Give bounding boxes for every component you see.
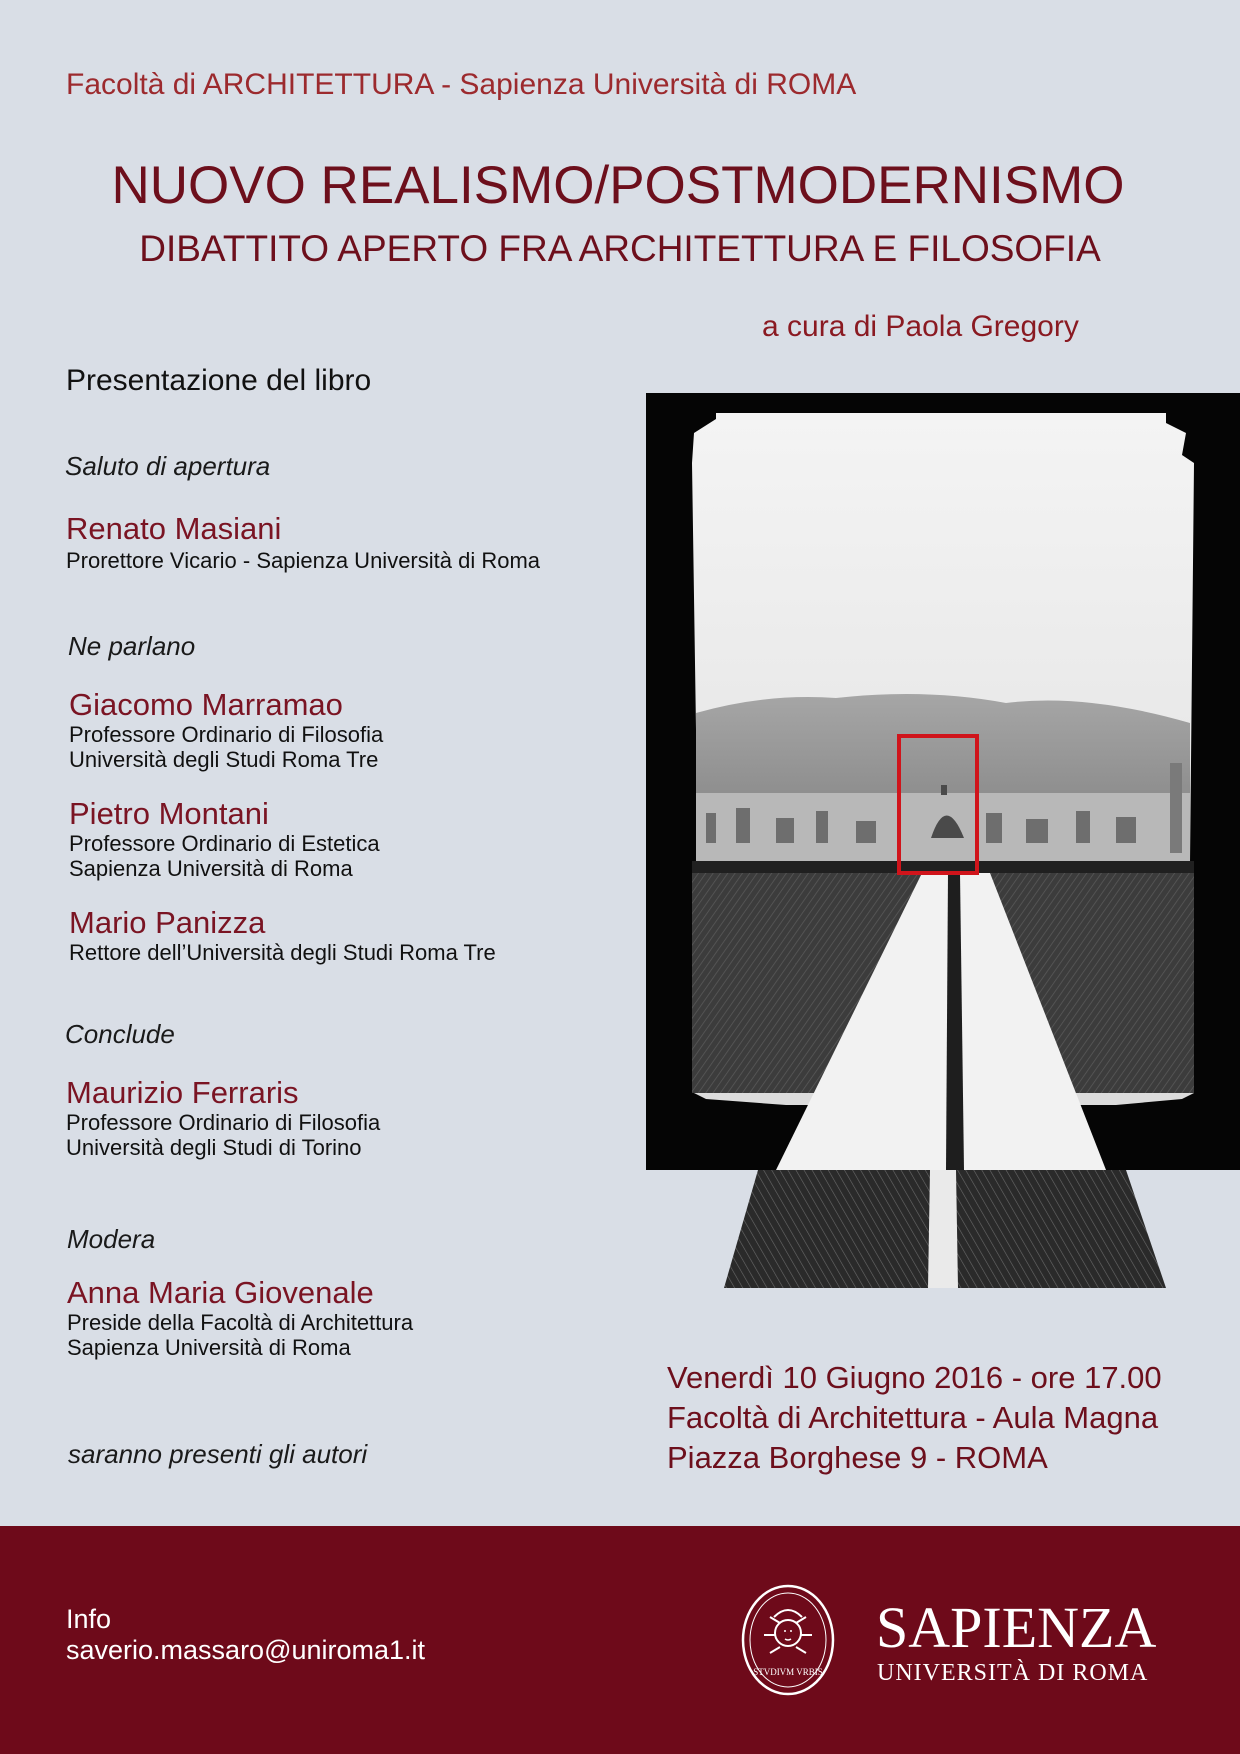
- speaker-affiliation-marramao: [69, 722, 383, 772]
- speaker-affiliation-masiani: Prorettore Vicario - Sapienza Università di Roma: [66, 548, 541, 573]
- affiliation-line: Professore Ordinario di Filosofia: [66, 1110, 381, 1135]
- role-opening: Saluto di apertura: [65, 451, 271, 481]
- cover-photo-illustration: [646, 393, 1240, 1293]
- authors-note: saranno presenti gli autori: [68, 1439, 368, 1469]
- role-closing: Conclude: [65, 1019, 175, 1049]
- book-presentation-label: Presentazione del libro: [66, 364, 372, 397]
- affiliation-line: Preside della Facoltà di Architettura: [67, 1310, 414, 1335]
- lower-centre-strip: [928, 1170, 958, 1288]
- event-title: NUOVO REALISMO/POSTMODERNISMO: [111, 156, 1125, 215]
- speaker-affiliation-montani: [69, 831, 380, 881]
- speaker-name-montani: Pietro Montani: [69, 796, 269, 831]
- brand-name: SAPIENZA: [876, 1595, 1157, 1660]
- speaker-name-panizza: Mario Panizza: [69, 905, 266, 940]
- affiliation-line: Università degli Studi di Torino: [66, 1135, 362, 1160]
- speaker-name-giovenale: Anna Maria Giovenale: [67, 1275, 374, 1310]
- seal-text: STVDIVM VRBIS: [753, 1667, 823, 1677]
- role-moderator: Modera: [67, 1224, 156, 1254]
- curator-line: a cura di Paola Gregory: [762, 310, 1079, 343]
- brand-subtitle: UNIVERSITÀ DI ROMA: [877, 1660, 1149, 1686]
- university-seal-icon: [740, 1583, 836, 1697]
- bell-tower: [1170, 763, 1182, 853]
- speaker-affiliation-ferraris: [66, 1110, 380, 1160]
- event-venue: Facoltà di Architettura - Aula Magna: [667, 1400, 1159, 1435]
- role-talks: Ne parlano: [68, 631, 196, 661]
- speaker-name-ferraris: Maurizio Ferraris: [66, 1075, 299, 1110]
- info-block: [66, 1604, 425, 1666]
- affiliation-line: Sapienza Università di Roma: [69, 856, 353, 881]
- event-date: Venerdì 10 Giugno 2016 - ore 17.00: [667, 1360, 1162, 1395]
- contact-email[interactable]: saverio.massaro@uniroma1.it: [66, 1635, 426, 1665]
- speaker-name-masiani: Renato Masiani: [66, 511, 282, 546]
- event-subtitle: DIBATTITO APERTO FRA ARCHITETTURA E FILOSOFIA: [139, 228, 1101, 269]
- speaker-affiliation-giovenale: [67, 1310, 413, 1360]
- event-address: Piazza Borghese 9 - ROMA: [667, 1440, 1048, 1475]
- affiliation-line: Sapienza Università di Roma: [67, 1335, 351, 1360]
- speaker-affiliation-panizza: Rettore dell’Università degli Studi Roma Tre: [69, 940, 496, 965]
- affiliation-line: Professore Ordinario di Filosofia: [69, 722, 384, 747]
- info-label: Info: [66, 1604, 112, 1634]
- faculty-heading: Facoltà di ARCHITETTURA - Sapienza Università di ROMA: [66, 68, 857, 101]
- affiliation-line: Università degli Studi Roma Tre: [69, 747, 379, 772]
- speaker-name-marramao: Giacomo Marramao: [69, 687, 343, 722]
- affiliation-line: Professore Ordinario di Estetica: [69, 831, 380, 856]
